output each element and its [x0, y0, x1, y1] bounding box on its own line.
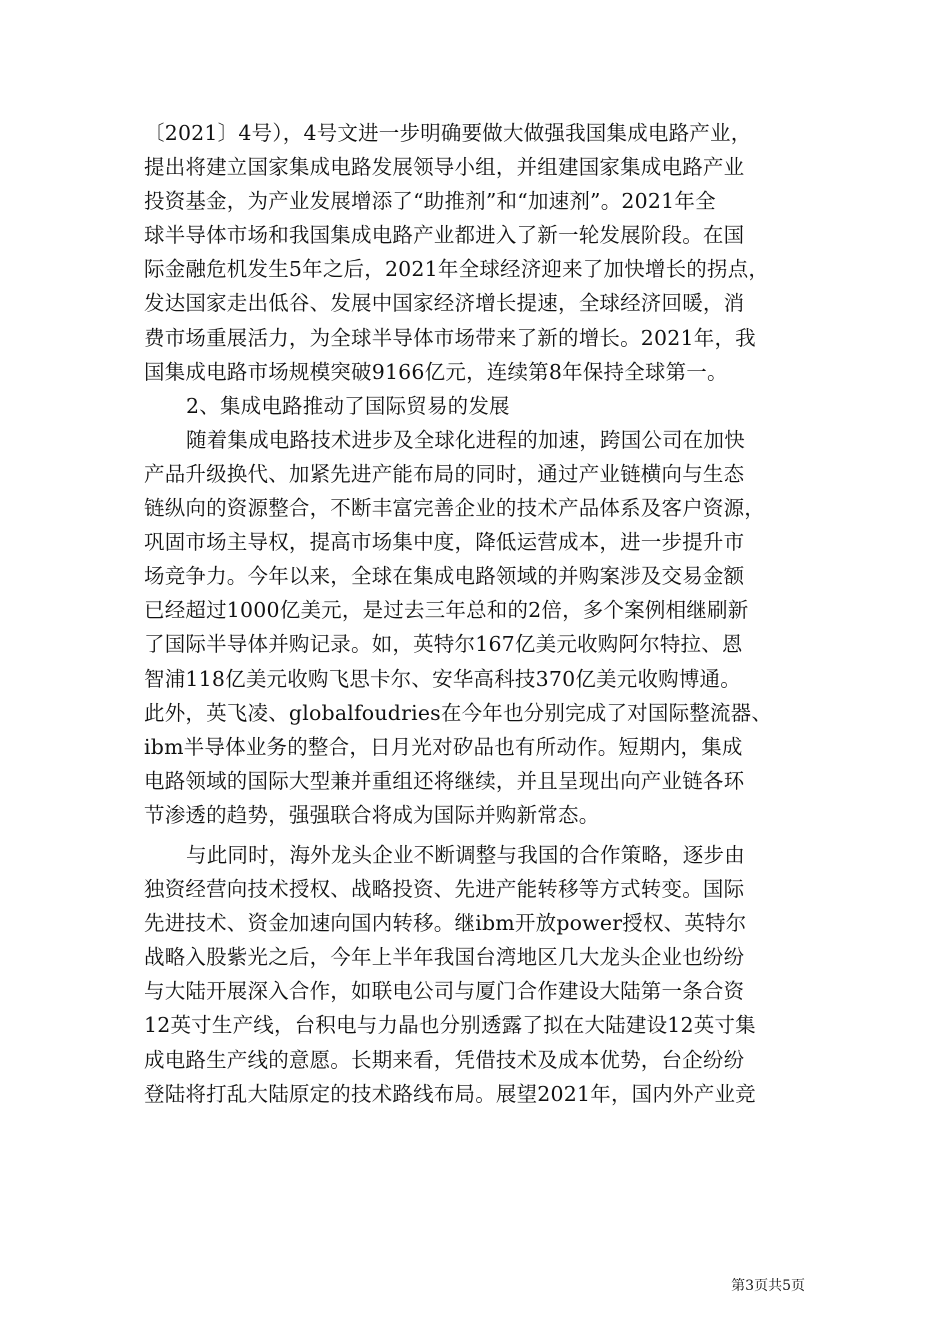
text-line: 场竞争力。今年以来，全球在集成电路领域的并购案涉及交易金额 [144, 564, 745, 589]
text-line: 投资基金，为产业发展增添了“助推剂”和“加速剂”。2021年全 [144, 189, 716, 214]
text-line: 电路领域的国际大型兼并重组还将继续，并且呈现出向产业链各环 [144, 768, 745, 793]
paragraph-1 [144, 116, 809, 389]
paragraph-2 [144, 423, 809, 832]
text-line: 成电路生产线的意愿。长期来看，凭借技术及成本优势，台企纷纷 [144, 1047, 745, 1072]
section-heading-text: 2、集成电路推动了国际贸易的发展 [186, 393, 510, 418]
text-line: 战略入股紫光之后，今年上半年我国台湾地区几大龙头企业也纷纷 [144, 945, 745, 970]
text-line: 智浦118亿美元收购飞思卡尔、安华高科技370亿美元收购博通。 [144, 666, 741, 691]
text-line: 球半导体市场和我国集成电路产业都进入了新一轮发展阶段。在国 [144, 223, 745, 248]
text-line: 链纵向的资源整合，不断丰富完善企业的技术产品体系及客户资源， [144, 496, 765, 521]
text-line: 巩固市场主导权，提高市场集中度，降低运营成本，进一步提升市 [144, 530, 745, 555]
text-line: 了国际半导体并购记录。如，英特尔167亿美元收购阿尔特拉、恩 [144, 632, 743, 657]
text-line: 国集成电路市场规模突破9166亿元，连续第8年保持全球第一。 [144, 359, 728, 384]
text-line: 〔2021〕4号），4号文进一步明确要做大做强我国集成电路产业， [144, 121, 752, 145]
page-number: 第3页共5页 [731, 1278, 805, 1294]
text-line: 节渗透的趋势，强强联合将成为国际并购新常态。 [144, 802, 600, 827]
section-heading [144, 389, 809, 423]
paragraph-3 [144, 838, 809, 1111]
text-line: 产品升级换代、加紧先进产能布局的同时，通过产业链横向与生态 [144, 461, 745, 486]
text-line: 发达国家走出低谷、发展中国家经济增长提速，全球经济回暖，消 [144, 291, 745, 316]
text-line: 与大陆开展深入合作，如联电公司与厦门合作建设大陆第一条合资 [144, 979, 745, 1004]
text-line: 此外，英飞凌、globalfoudries在今年也分别完成了对国际整流器、 [144, 700, 773, 725]
text-line: 12英寸生产线，台积电与力晶也分别透露了拟在大陆建设12英寸集 [144, 1013, 756, 1038]
text-line: 登陆将打乱大陆原定的技术路线布局。展望2021年，国内外产业竞 [144, 1081, 756, 1106]
text-line: 际金融危机发生5年之后，2021年全球经济迎来了加快增长的拐点， [144, 257, 770, 282]
text-line: 提出将建立国家集成电路发展领导小组，并组建国家集成电路产业 [144, 155, 745, 180]
text-line: 已经超过1000亿美元，是过去三年总和的2倍，多个案例相继刷新 [144, 598, 749, 623]
text-line: 与此同时，海外龙头企业不断调整与我国的合作策略，逐步由 [186, 842, 745, 867]
text-line: 先进技术、资金加速向国内转移。继ibm开放power授权、英特尔 [144, 911, 747, 936]
document-body [144, 116, 809, 1111]
text-line: ibm半导体业务的整合，日月光对矽品也有所动作。短期内，集成 [144, 734, 743, 759]
text-line: 独资经营向技术授权、战略投资、先进产能转移等方式转变。国际 [144, 877, 745, 902]
text-line: 费市场重展活力，为全球半导体市场带来了新的增长。2021年，我 [144, 325, 756, 350]
text-line: 随着集成电路技术进步及全球化进程的加速，跨国公司在加快 [186, 427, 745, 452]
